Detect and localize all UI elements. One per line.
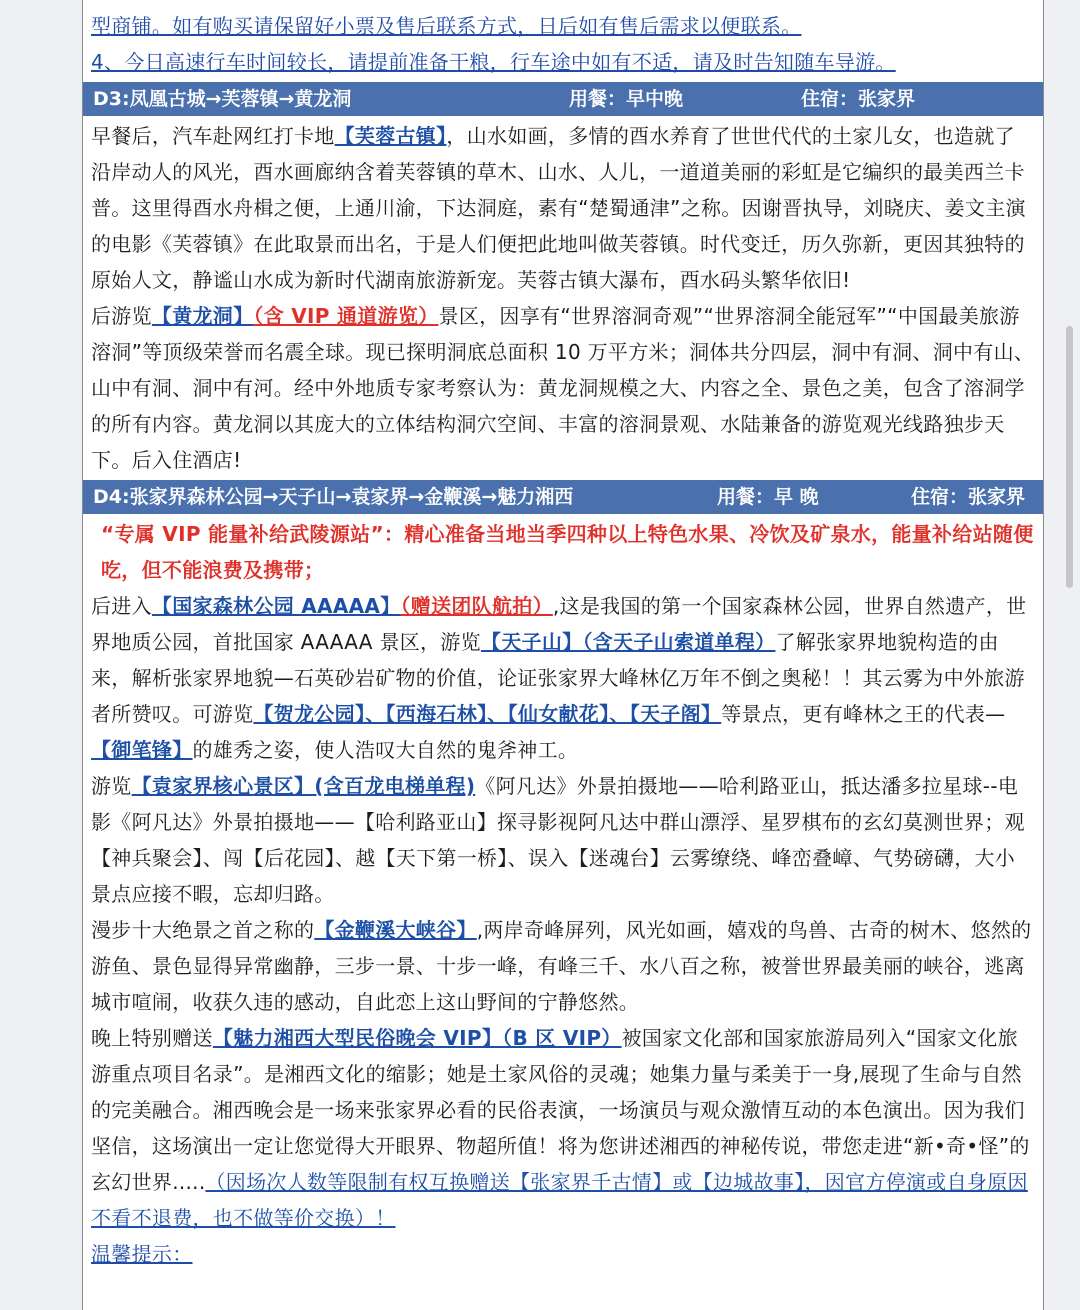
spot-tianzi-mountain: 【天子山】（含天子山索道单程） — [480, 630, 776, 654]
itinerary-document — [82, 0, 1044, 1310]
day3-stay: 住宿：张家界 — [801, 88, 916, 110]
spot-huanglong-cave: 【黄龙洞】 — [151, 304, 254, 328]
day3-header — [83, 82, 1043, 116]
day4-meals: 用餐：早 晚 — [717, 486, 819, 508]
vip-channel-note: （含 VIP 通道游览） — [253, 304, 439, 328]
day4-stay: 住宿：张家界 — [911, 486, 1026, 508]
aerial-photo-gift: （赠送团队航拍） — [400, 594, 553, 618]
note-highway: 4、今日高速行车时间较长，请提前准备干粮，行车途中如有不适，请及时告知随车导游。 — [91, 50, 896, 74]
spot-list-tianzi: 【贺龙公园】、【西海石林】、【仙女献花】、【天子阁】 — [253, 702, 722, 726]
day3-route: D3:凤凰古城→芙蓉镇→黄龙洞 — [93, 88, 352, 110]
day4-paragraph-yuanjiajie: 游览【袁家界核心景区】(含百龙电梯单程)《阿凡达》外景拍摄地——哈利路亚山，抵达潘多拉星球--电影《阿凡达》外景拍摄地——【哈利路亚山】探寻影视阿凡达中群山漂浮、星罗棋布的玄幻莫测世界；观【神兵聚会】、闯【后花园】、越【天下第一桥】、误入【迷魂台】云雾缭绕、峰峦叠嶂、气势磅礴，大小景点应接不暇，忘却归路。 — [91, 774, 1025, 906]
day4-paragraph-jinbianxi: 漫步十大绝景之首之称的【金鞭溪大峡谷】,两岸奇峰屏列，风光如画，嬉戏的鸟兽、古奇的树木、悠然的游鱼、景色显得异常幽静，三步一景、十步一峰，有峰三千、水八百之称，被誉世界最美丽的峡谷，逃离城市喧闹，收获久违的感动，自此恋上这山野间的宁静悠然。 — [91, 918, 1032, 1014]
vip-energy-station: “专属 VIP 能量补给武陵源站”：精心准备当地当季四种以上特色水果、冷饮及矿泉水，能量补给站随便吃，但不能浪费及携带； — [101, 522, 1034, 582]
spot-yuanjiajie: 【袁家界核心景区】(含百龙电梯单程) — [131, 774, 476, 798]
spot-forest-park: 【国家森林公园 AAAAA】 — [151, 594, 401, 618]
day4-route: D4:张家界森林公园→天子山→袁家界→金鞭溪→魅力湘西 — [93, 486, 574, 508]
scrollbar-thumb[interactable] — [1066, 326, 1073, 588]
day4-header — [83, 480, 1043, 514]
day4-paragraph-show: 晚上特别赠送【魅力湘西大型民俗晚会 VIP】（B 区 VIP）被国家文化部和国家旅游局列入“国家文化旅游重点项目名录”。是湘西文化的缩影；她是土家风俗的灵魂；她集力量与柔美于一身,展现了生命与自然的完美融合。湘西晚会是一场来张家界必看的民俗表演，一场演员与观众激情互动的本色演出。因为我们坚信，这场演出一定让您觉得大开眼界、物超所值！将为您讲述湘西的神秘传说，带您走进“新•奇•怪”的玄幻世界.....（因场次人数等限制有权互换赠送【张家界千古情】或【边城故事】，因官方停演或自身原因不看不退费，也不做等价交换）！ — [91, 1026, 1030, 1230]
warm-tips-label: 温馨提示： — [91, 1242, 193, 1266]
day3-paragraph-furong: 早餐后，汽车赴网红打卡地【芙蓉古镇】，山水如画，多情的酉水养育了世世代代的土家儿女，也造就了沿岸动人的风光，酉水画廊纳含着芙蓉镇的草木、山水、人儿，一道道美丽的彩虹是它编织的最美西兰卡普。这里得酉水舟楫之便，上通川渝，下达洞庭，素有“楚蜀通津”之称。因谢晋执导，刘晓庆、姜文主演的电影《芙蓉镇》在此取景而出名，于是人们便把此地叫做芙蓉镇。时代变迁，历久弥新，更因其独特的原始人文，静谧山水成为新时代湖南旅游新宠。芙蓉古镇大瀑布，酉水码头繁华依旧! — [91, 124, 1026, 292]
note-shopping: 型商铺。如有购买请保留好小票及售后联系方式，日后如有售后需求以便联系。 — [91, 14, 802, 38]
spot-jinbian-stream: 【金鞭溪大峡谷】 — [314, 918, 477, 942]
day3-paragraph-huanglong: 后游览【黄龙洞】（含 VIP 通道游览）景区，因享有“世界溶洞奇观”“世界溶洞全能冠军”“中国最美旅游溶洞”等顶级荣誉而名震全球。现已探明洞底总面积 10 万平方米；洞体共分四层，洞中有洞、洞中有山、山中有洞、洞中有河。经中外地质专家考察认为：黄龙洞规模之大、内容之全、景色之美，包含了溶洞学的所有内容。黄龙洞以其庞大的立体结构洞穴空间、丰富的溶洞景观、水陆兼备的游览观光线路独步天下。后入住酒店! — [91, 304, 1035, 472]
spot-charming-xiangxi: 【魅力湘西大型民俗晚会 VIP】（B 区 VIP） — [212, 1026, 622, 1050]
spot-furong-town: 【芙蓉古镇】 — [334, 124, 447, 148]
spot-yubi-peak: 【御笔锋】 — [91, 738, 193, 762]
day3-meals: 用餐：早中晚 — [569, 88, 684, 110]
day4-paragraph-forest-park: 后进入【国家森林公园 AAAAA】（赠送团队航拍）,这是我国的第一个国家森林公园，世界自然遗产，世界地质公园，首批国家 AAAAA 景区，游览【天子山】（含天子山索道单程）了解张家界地貌构造的由来，解析张家界地貌—石英砂岩矿物的价值，论证张家界大峰林亿万年不倒之奥秘！！其云雾为中外旅游者所赞叹。可游览【贺龙公园】、【西海石林】、【仙女献花】、【天子阁】等景点，更有峰林之王的代表—【御笔锋】的雄秀之姿，使人浩叹大自然的鬼斧神工。 — [91, 594, 1027, 762]
show-exchange-note: （因场次人数等限制有权互换赠送【张家界千古情】或【边城故事】，因官方停演或自身原因不看不退费，也不做等价交换）！ — [91, 1170, 1028, 1230]
